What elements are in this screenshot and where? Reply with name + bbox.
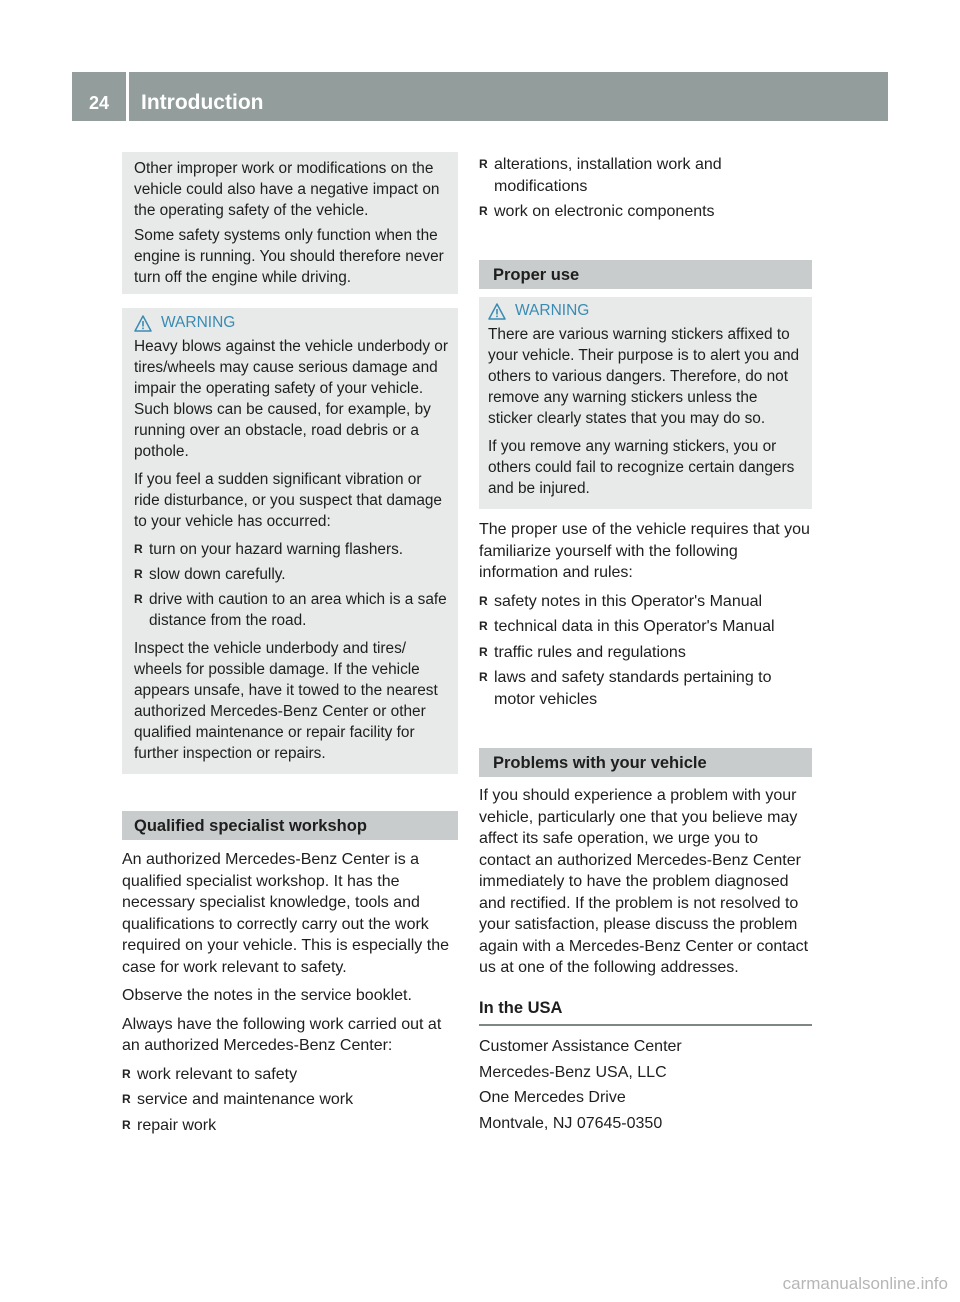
- bullet-list: [122, 1064, 458, 1137]
- warning-paragraph: Heavy blows against the vehicle underbody or tires/wheels may cause serious damage and impair the operating safety of your vehicle. Such blows can be caused, for example, by running over an obstacle, road debris or a pothole.: [134, 338, 448, 460]
- note-box: [122, 152, 458, 294]
- note-paragraph: Some safety systems only function when the engine is running. You should therefore never turn off the engine while driving.: [134, 227, 444, 286]
- watermark: carmanualsonline.info: [782, 1274, 948, 1293]
- bullet-list: [479, 591, 812, 711]
- warning-paragraph: If you remove any warning stickers, you or others could fail to recognize certain dangers and be injured.: [488, 438, 795, 497]
- section-problems: [479, 748, 812, 986]
- list-item: R laws and safety standards pertaining to motor vehicles: [479, 667, 812, 710]
- body-paragraph: An authorized Mercedes-Benz Center is a qualified specialist workshop. It has the necessary specialist knowledge, tools and qualifications to correctly carry out the work required on your vehicle. This is especially the case for work relevant to safety.: [122, 851, 449, 976]
- address-line: Mercedes-Benz USA, LLC: [479, 1063, 667, 1081]
- list-item: R alterations, installation work and modifications: [479, 154, 812, 197]
- warning-bullet-list: [134, 539, 448, 631]
- warning-paragraph: There are various warning stickers affixed to your vehicle. Their purpose is to alert you and others to various dangers. Therefore, do not remove any warning stickers unless the sticker clearly states that you may do so.: [488, 326, 800, 427]
- list-item: R technical data in this Operator's Manual: [479, 616, 812, 638]
- list-item: R turn on your hazard warning flashers.: [134, 539, 448, 560]
- list-item: R traffic rules and regulations: [479, 642, 812, 664]
- page-header: [72, 72, 888, 121]
- list-item: R work on electronic components: [479, 201, 812, 223]
- note-paragraph: Other improper work or modifications on the vehicle could also have a negative impact on the operating safety of the vehicle.: [134, 160, 440, 219]
- list-item: R slow down carefully.: [134, 564, 448, 585]
- top-bullets: [479, 154, 812, 230]
- section-usa: [479, 999, 812, 1138]
- warning-paragraph: Inspect the vehicle underbody and tires/ wheels for possible damage. If the vehicle appears unsafe, have it towed to the nearest authorized Mercedes-Benz Center or other qualified maintenance or repair facility for further inspection or repairs.: [134, 640, 438, 762]
- subsection-heading: In the USA: [479, 999, 812, 1026]
- warning-header: [488, 302, 802, 320]
- bullet-list: [479, 154, 812, 223]
- list-item: R drive with caution to an area which is a safe distance from the road.: [134, 589, 448, 631]
- page-number: 24: [88, 93, 110, 113]
- warning-header: [134, 314, 448, 332]
- chapter-title: Introduction: [141, 91, 264, 114]
- section-proper-use: [479, 260, 812, 717]
- section-qualified-workshop: [122, 811, 458, 1143]
- body-paragraph: Observe the notes in the service booklet.: [122, 987, 412, 1004]
- section-heading: Proper use: [479, 260, 812, 289]
- list-item: R safety notes in this Operator's Manual: [479, 591, 812, 613]
- warning-box: [479, 297, 812, 509]
- warning-box: [122, 308, 458, 774]
- warning-triangle-icon: [488, 303, 506, 320]
- address-line: Montvale, NJ 07645-0350: [479, 1114, 663, 1132]
- list-item: R work relevant to safety: [122, 1064, 458, 1086]
- address-line: One Mercedes Drive: [479, 1089, 626, 1106]
- body-paragraph: The proper use of the vehicle requires that you familiarize yourself with the following information and rules:: [479, 521, 810, 581]
- address-line: Customer Assistance Center: [479, 1038, 682, 1055]
- section-heading: Qualified specialist workshop: [122, 811, 458, 840]
- body-paragraph: If you should experience a problem with your vehicle, particularly one that you believe may affect its safe operation, we urge you to contact an authorized Mercedes-Benz Center immediately to have the problem diagnosed and rectified. If the problem is not resolved to your satisfaction, please discuss the problem again with a Mercedes-Benz Center or contact us at one of the following addresses.: [479, 787, 809, 976]
- warning-paragraph: If you feel a sudden significant vibration or ride disturbance, or you suspect that damage to your vehicle has occurred:: [134, 471, 442, 530]
- list-item: R repair work: [122, 1115, 458, 1137]
- address-block: [479, 1036, 812, 1134]
- body-paragraph: Always have the following work carried out at an authorized Mercedes-Benz Center:: [122, 1015, 442, 1054]
- list-item: R service and maintenance work: [122, 1089, 458, 1111]
- section-heading: Problems with your vehicle: [479, 748, 812, 777]
- warning-label: WARNING: [515, 302, 590, 319]
- warning-triangle-icon: [134, 315, 152, 332]
- warning-label: WARNING: [161, 314, 236, 331]
